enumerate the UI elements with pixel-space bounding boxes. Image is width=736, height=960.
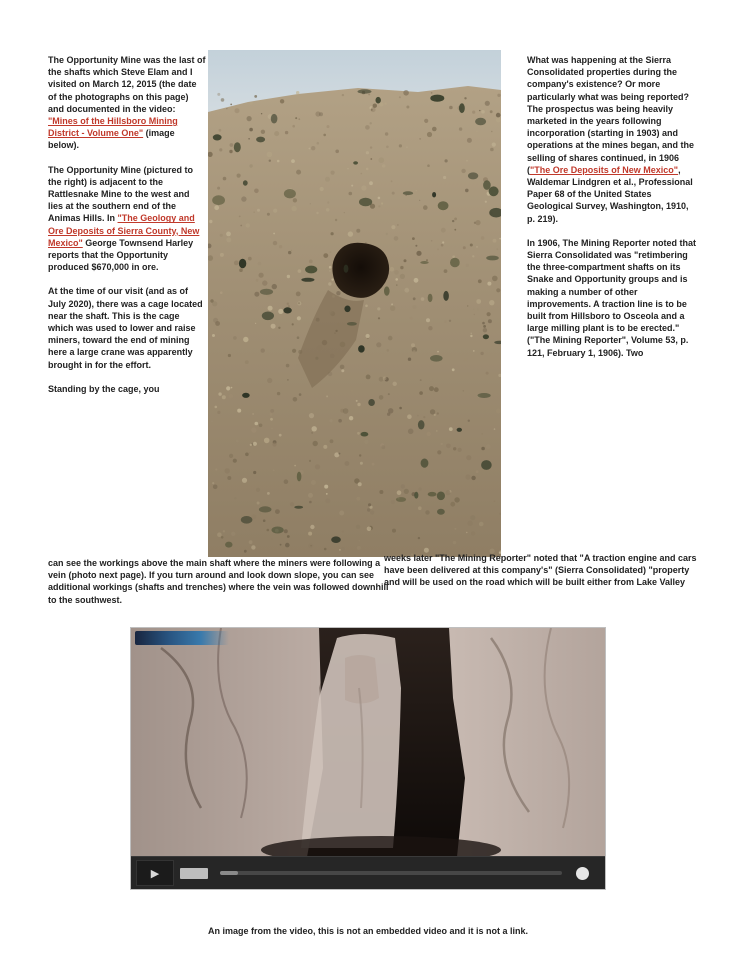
paragraph — [48, 557, 394, 606]
video-caption: An image from the video, this is not an embedded video and it is not a link. — [207, 926, 529, 936]
inline-link[interactable]: "The Ore Deposits of New Mexico" — [530, 164, 679, 175]
video-still-image — [131, 628, 605, 857]
video-control-bar — [131, 856, 605, 889]
text-run: The Opportunity Mine (pictured to the right) is adjacent to the Rattlesnake Mine to the west and lies at the southern end of the Animas Hills. In — [48, 164, 193, 224]
paragraph — [48, 54, 206, 152]
video-progress-bar[interactable] — [220, 871, 562, 875]
text-run: , Waldemar Lindgren et al., Professional Paper 68 of the United States Geological Survey, Washington, 1910, p. 219). — [527, 164, 693, 224]
video-title-overlay — [135, 631, 229, 645]
inline-link[interactable]: "The Geology and Ore Deposits of Sierra County, New Mexico" — [48, 213, 200, 248]
text-run: What was happening at the Sierra Consolidated properties during the company's existence? Or more particularly what was being reported? The prospectus was being heavily marketed in the years following incorporation (starting in 1903) and operations at the mines began, and the selling of shares continued, in 1906 ( — [527, 55, 695, 175]
paragraph — [384, 552, 704, 589]
right-wide-paragraph — [384, 552, 704, 601]
paragraph — [527, 54, 699, 225]
hillside-photo-graphic — [208, 50, 501, 557]
right-text-column — [527, 54, 699, 371]
text-run: At the time of our visit (and as of July 2020), there was a cage located near the shaft. This is the cage which was used to lower and raise miners, toward the end of mining here a large crane was apparently brought in for the effort. — [48, 286, 203, 370]
video-time-display — [180, 868, 208, 879]
paragraph — [527, 237, 699, 359]
left-wide-paragraph — [48, 557, 394, 618]
text-run: (image below). — [48, 128, 175, 151]
play-icon: ▶ — [150, 867, 160, 880]
text-run: George Townsend Harley reports that the Opportunity produced $670,000 in ore. — [48, 237, 194, 273]
text-run: weeks later "The Mining Reporter" noted that "A traction engine and cars have been delivered at this company's" (Sierra Consolidated) "property and will be used on the road which will be built either from Lake Valley — [384, 553, 697, 588]
inline-link[interactable]: "Mines of the Hillsboro Mining District - Volume One" — [48, 116, 178, 139]
video-progress-played — [220, 871, 238, 875]
paragraph — [48, 164, 206, 274]
text-run: The Opportunity Mine was the last of the shafts which Steve Elam and I visited on March 12, 2015 (the date of the photographs on this page) and documented in the video: — [48, 55, 206, 114]
paragraph — [48, 383, 206, 395]
volume-icon[interactable] — [576, 867, 589, 880]
left-text-column — [48, 54, 206, 407]
play-button[interactable] — [136, 860, 174, 886]
text-run: Standing by the cage, you — [48, 383, 160, 394]
text-run: In 1906, The Mining Reporter noted that Sierra Consolidated was "retimbering the three-compartment shafts on its Snake and Opportunity groups and is making a number of other improvements. A traction line is to be built from Hillsboro to Osceola and a large milling plant is to be erected." ("The Mining Reporter", Volume 53, p. 121, February 1, 1906). Two — [527, 237, 697, 358]
paragraph — [48, 285, 206, 370]
text-run: can see the workings above the main shaft where the miners were following a vein (photo next page). If you turn around and look down slope, you can see additional workings (shafts and trenches) where the vein was followed downhill to the southwest. — [48, 558, 389, 605]
mine-adit-video-graphic — [131, 628, 605, 857]
video-player-frame — [131, 628, 605, 889]
opportunity-mine-photo — [208, 50, 501, 557]
